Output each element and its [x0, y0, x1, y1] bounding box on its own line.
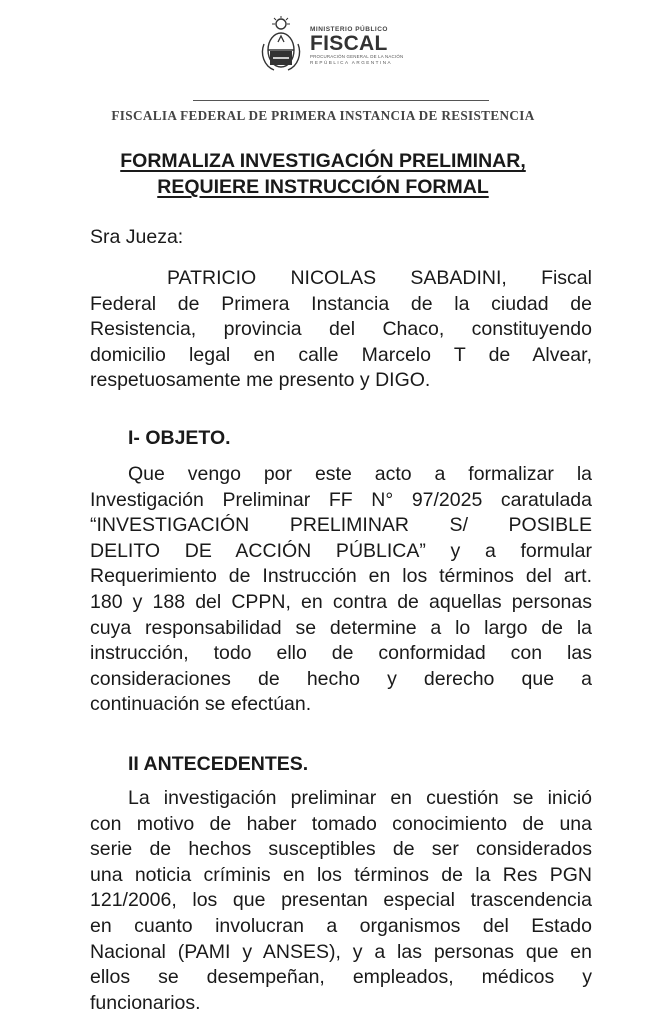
document-title-line-1: FORMALIZA INVESTIGACIÓN PRELIMINAR, [120, 150, 526, 172]
objeto-line: continuación se efectúan. [90, 693, 312, 716]
objeto-line: 180 y 188 del CPPN, en contra de aquellas personas [90, 590, 592, 613]
office-name: FISCALIA FEDERAL DE PRIMERA INSTANCIA DE RESISTENCIA [111, 108, 535, 123]
intro-paragraph [90, 266, 592, 394]
objeto-line: cuya responsabilidad se determine a lo largo de la [90, 616, 592, 639]
document-title-line-2: REQUIERE INSTRUCCIÓN FORMAL [157, 176, 489, 198]
antecedentes-paragraph [90, 786, 592, 1016]
objeto-line: Requerimiento de Instrucción en los términos del art. [90, 565, 592, 588]
intro-line: respetuosamente me presento y DIGO. [90, 369, 431, 392]
header-divider [193, 100, 489, 101]
section-heading-antecedentes: II ANTECEDENTES. [128, 753, 309, 775]
intro-line: Federal de Primera Instancia de la ciudad de [90, 292, 592, 315]
antecedentes-line: una noticia críminis en los términos de la Res PGN [90, 863, 592, 886]
antecedentes-line: funcionarios. [90, 991, 201, 1014]
objeto-line: consideraciones de hecho y derecho que a [90, 667, 592, 690]
antecedentes-line: ellos se desempeñan, empleados, médicos y [90, 966, 592, 989]
objeto-paragraph [90, 462, 592, 718]
greeting: Sra Jueza: [90, 226, 184, 248]
logo-ministerio: MINISTERIO PÚBLICO [310, 26, 388, 33]
antecedentes-line: serie de hechos susceptibles de ser considerados [90, 838, 592, 861]
logo-fiscal: FISCAL [310, 32, 388, 55]
objeto-line: Que vengo por este acto a formalizar la [128, 463, 592, 485]
intro-line: domicilio legal en calle Marcelo T de Alvear, [90, 343, 592, 366]
section-heading-objeto: I- OBJETO. [128, 427, 231, 449]
intro-line: Resistencia, provincia del Chaco, constituyendo [90, 318, 592, 341]
antecedentes-line: en cuanto involucran a organismos del Estado [90, 914, 592, 937]
objeto-line: “INVESTIGACIÓN PRELIMINAR S/ POSIBLE [90, 514, 592, 537]
logo-procuracion: PROCURACIÓN GENERAL DE LA NACIÓN [310, 54, 404, 59]
objeto-line: DELITO DE ACCIÓN PÚBLICA” y a formular [90, 539, 592, 562]
antecedentes-line: 121/2006, los que presentan especial trascendencia [90, 889, 592, 912]
objeto-line: Investigación Preliminar FF N° 97/2025 caratulada [90, 488, 592, 511]
antecedentes-line: Nacional (PAMI y ANSES), y a las personas que en [90, 940, 592, 963]
ministerio-publico-fiscal-logo [258, 14, 408, 76]
objeto-line: instrucción, todo ello de conformidad con las [90, 642, 592, 665]
intro-line: PATRICIO NICOLAS SABADINI, Fiscal [167, 267, 592, 289]
coat-of-arms-icon [258, 14, 304, 74]
antecedentes-line: La investigación preliminar en cuestión se inició [128, 787, 592, 809]
antecedentes-line: con motivo de haber tomado conocimiento de una [90, 812, 592, 835]
logo-republica: REPÚBLICA ARGENTINA [310, 60, 393, 65]
